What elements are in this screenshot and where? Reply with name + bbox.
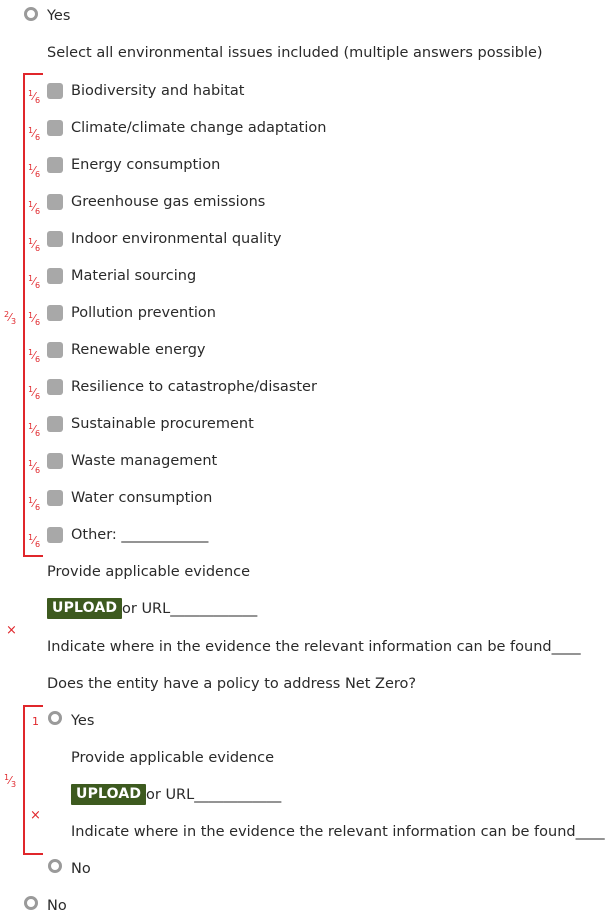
issue-item-score: $^1⁄_6$ bbox=[28, 89, 41, 105]
issue-checkbox[interactable] bbox=[47, 231, 63, 247]
issue-label: Biodiversity and habitat bbox=[71, 83, 245, 99]
issue-checkbox[interactable] bbox=[47, 194, 63, 210]
netzero-group-score: $^1⁄_3$ bbox=[4, 773, 17, 789]
issue-checkbox[interactable] bbox=[47, 342, 63, 358]
issue-item-score: $^1⁄_6$ bbox=[28, 274, 41, 290]
evidence-label: Provide applicable evidence bbox=[47, 564, 251, 580]
issue-label: Greenhouse gas emissions bbox=[71, 194, 266, 210]
upload-button[interactable]: UPLOAD bbox=[47, 598, 122, 619]
issue-label: Sustainable procurement bbox=[71, 416, 254, 432]
netzero-upload-button[interactable]: UPLOAD bbox=[71, 784, 146, 805]
issue-item-score: $^1⁄_6$ bbox=[28, 533, 41, 549]
issue-label: Climate/climate change adaptation bbox=[71, 120, 327, 136]
issue-checkbox[interactable] bbox=[47, 379, 63, 395]
issue-checkbox[interactable] bbox=[47, 120, 63, 136]
issue-item-score: $^1⁄_6$ bbox=[28, 311, 41, 327]
netzero-yes-score: 1 bbox=[32, 715, 39, 728]
netzero-yes-radio[interactable] bbox=[48, 711, 62, 725]
issues-group-score: $^2⁄_3$ bbox=[4, 310, 17, 326]
issue-checkbox[interactable] bbox=[47, 416, 63, 432]
issue-item-score: $^1⁄_6$ bbox=[28, 200, 41, 216]
issue-label: Water consumption bbox=[71, 490, 213, 506]
issue-item-score: $^1⁄_6$ bbox=[28, 237, 41, 253]
issue-label: Indoor environmental quality bbox=[71, 231, 282, 247]
issue-label: Resilience to catastrophe/disaster bbox=[71, 379, 317, 395]
issue-item-score: $^1⁄_6$ bbox=[28, 163, 41, 179]
yes-radio[interactable] bbox=[24, 7, 38, 21]
netzero-no-radio[interactable] bbox=[48, 859, 62, 873]
issue-label: Waste management bbox=[71, 453, 218, 469]
issues-prompt: Select all environmental issues included (multiple answers possible) bbox=[47, 45, 543, 61]
issue-checkbox[interactable] bbox=[47, 83, 63, 99]
issue-label: Renewable energy bbox=[71, 342, 206, 358]
netzero-evidence-location-field[interactable]: Indicate where in the evidence the relevant information can be found____ bbox=[71, 824, 605, 840]
netzero-evidence-label: Provide applicable evidence bbox=[71, 750, 275, 766]
incorrect-mark-icon: × bbox=[6, 623, 17, 638]
netzero-question: Does the entity have a policy to address Net Zero? bbox=[47, 676, 417, 692]
url-field[interactable]: or URL____________ bbox=[122, 601, 258, 617]
issue-checkbox[interactable] bbox=[47, 305, 63, 321]
issue-item-score: $^1⁄_6$ bbox=[28, 496, 41, 512]
no-label: No bbox=[47, 898, 67, 914]
no-radio[interactable] bbox=[24, 896, 38, 910]
issue-label: Pollution prevention bbox=[71, 305, 216, 321]
issue-checkbox[interactable] bbox=[47, 453, 63, 469]
netzero-incorrect-mark-icon: × bbox=[30, 808, 41, 823]
issue-item-score: $^1⁄_6$ bbox=[28, 348, 41, 364]
netzero-no-label: No bbox=[71, 861, 91, 877]
issue-checkbox[interactable] bbox=[47, 490, 63, 506]
netzero-yes-label: Yes bbox=[71, 713, 95, 729]
issue-item-score: $^1⁄_6$ bbox=[28, 422, 41, 438]
issue-checkbox[interactable] bbox=[47, 157, 63, 173]
netzero-url-field[interactable]: or URL____________ bbox=[146, 787, 282, 803]
issue-label: Material sourcing bbox=[71, 268, 197, 284]
issue-checkbox[interactable] bbox=[47, 527, 63, 543]
issue-checkbox[interactable] bbox=[47, 268, 63, 284]
issue-item-score: $^1⁄_6$ bbox=[28, 126, 41, 142]
yes-label: Yes bbox=[47, 8, 71, 24]
issue-item-score: $^1⁄_6$ bbox=[28, 459, 41, 475]
issue-label: Other: ____________ bbox=[71, 527, 209, 543]
issue-item-score: $^1⁄_6$ bbox=[28, 385, 41, 401]
issue-label: Energy consumption bbox=[71, 157, 221, 173]
evidence-location-field[interactable]: Indicate where in the evidence the relevant information can be found____ bbox=[47, 639, 581, 655]
